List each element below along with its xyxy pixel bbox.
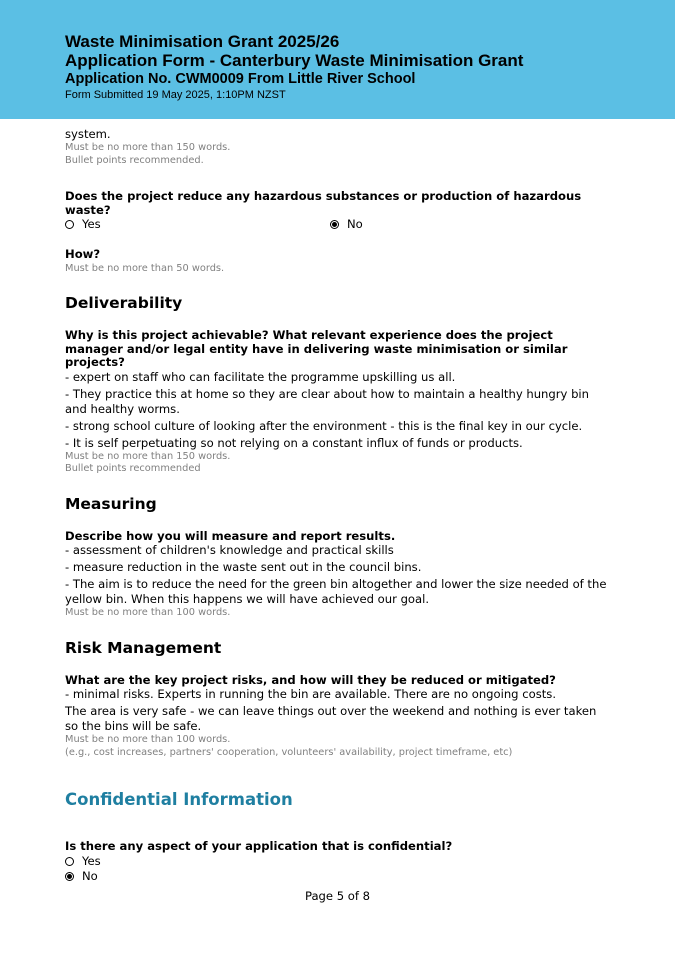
risk-heading: Risk Management bbox=[65, 638, 222, 657]
radio-selected-icon[interactable] bbox=[330, 220, 339, 229]
grant-title: Waste Minimisation Grant 2025/26 bbox=[65, 32, 340, 51]
measuring-question: Describe how you will measure and report results. bbox=[65, 528, 396, 543]
confidential-no-label: No bbox=[82, 868, 98, 883]
deliverability-bullet-hint: Bullet points recommended bbox=[65, 463, 201, 474]
hazardous-option-yes[interactable] bbox=[65, 217, 330, 232]
confidential-heading: Confidential Information bbox=[65, 790, 293, 809]
radio-unselected-icon[interactable] bbox=[65, 857, 74, 866]
measuring-answer-1: - assessment of children's knowledge and practical skills bbox=[65, 543, 394, 557]
deliverability-answer-1: - expert on staff who can facilitate the programme upskilling us all. bbox=[65, 369, 456, 384]
risk-examples-hint: (e.g., cost increases, partners' cooperation, volunteers' availability, project timeframe, etc) bbox=[65, 746, 513, 758]
deliverability-heading: Deliverability bbox=[65, 294, 183, 312]
radio-unselected-icon[interactable] bbox=[65, 220, 74, 229]
hazardous-question: Does the project reduce any hazardous substances or production of hazardous waste? bbox=[65, 189, 582, 217]
radio-selected-icon[interactable] bbox=[65, 872, 74, 881]
risk-answer-2: The area is very safe - we can leave things out over the weekend and nothing is ever taken so the bins will be safe. bbox=[65, 704, 597, 733]
previous-answer-tail: system. bbox=[65, 127, 111, 141]
risk-word-limit: Must be no more than 100 words. bbox=[65, 734, 231, 745]
measuring-heading: Measuring bbox=[65, 494, 157, 513]
confidential-question: Is there any aspect of your application that is confidential? bbox=[65, 839, 453, 853]
confidential-option-yes[interactable] bbox=[65, 854, 610, 869]
hazardous-yes-label: Yes bbox=[82, 217, 101, 231]
measuring-answer-3: - The aim is to reduce the need for the green bin altogether and lower the size needed of the yellow bin. When this happens we will have achieved our goal. bbox=[65, 577, 607, 606]
confidential-option-no[interactable] bbox=[65, 869, 610, 884]
how-word-limit: Must be no more than 50 words. bbox=[65, 262, 225, 274]
deliverability-question: Why is this project achievable? What relevant experience does the project manager and/or legal entity have in delivering waste minimisation or similar projects? bbox=[65, 328, 568, 369]
deliverability-word-limit: Must be no more than 150 words. bbox=[65, 450, 231, 462]
submission-date: Form Submitted 19 May 2025, 1:10PM NZST bbox=[65, 89, 286, 101]
risk-answer-1: - minimal risks. Experts in running the bin are available. There are no ongoing costs. bbox=[65, 687, 557, 701]
page-number: Page 5 of 8 bbox=[304, 889, 371, 903]
risk-question: What are the key project risks, and how will they be reduced or mitigated? bbox=[65, 672, 556, 687]
measuring-word-limit: Must be no more than 100 words. bbox=[65, 607, 231, 618]
deliverability-answer-2: - They practice this at home so they are clear about how to maintain a healthy hungry bin and healthy worms. bbox=[65, 386, 590, 416]
hazardous-option-no[interactable] bbox=[330, 217, 363, 232]
word-limit-hint: Must be no more than 150 words. bbox=[65, 142, 231, 153]
hazardous-radio-group bbox=[65, 217, 610, 232]
application-number: Application No. CWM0009 From Little River School bbox=[65, 71, 416, 87]
form-name: Application Form - Canterbury Waste Minimisation Grant bbox=[65, 51, 524, 70]
hazardous-no-label: No bbox=[347, 217, 363, 231]
page-header bbox=[0, 0, 675, 119]
deliverability-answer-3: - strong school culture of looking after the environment - this is the final key in our cycle. bbox=[65, 418, 583, 433]
how-question: How? bbox=[65, 247, 101, 261]
form-content bbox=[65, 127, 610, 884]
deliverability-answer-4: - It is self perpetuating so not relying on a constant influx of funds or products. bbox=[65, 435, 523, 450]
measuring-answer-2: - measure reduction in the waste sent out in the council bins. bbox=[65, 560, 422, 574]
confidential-yes-label: Yes bbox=[82, 853, 101, 868]
bullet-hint: Bullet points recommended. bbox=[65, 154, 204, 166]
